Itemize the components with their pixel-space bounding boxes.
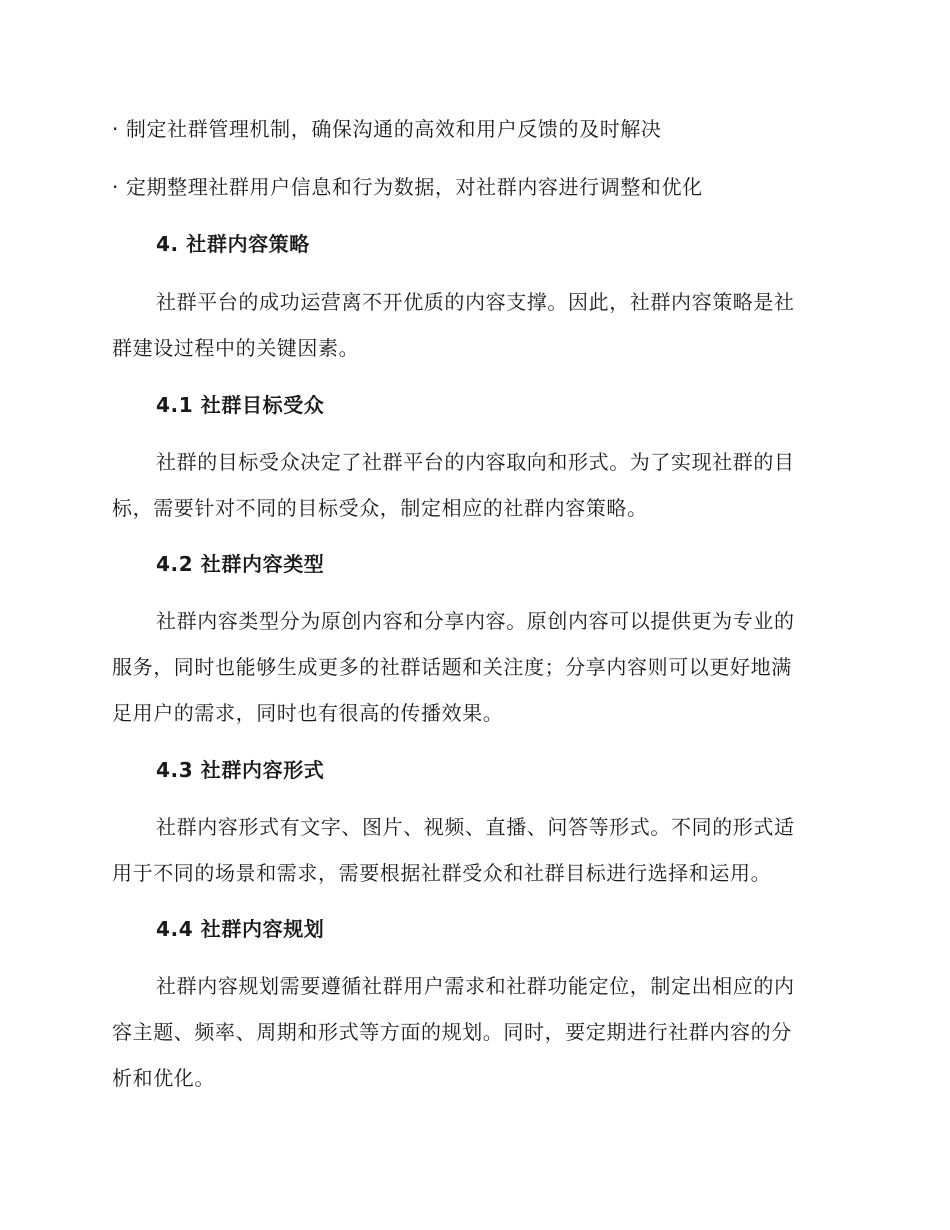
paragraph-line: 社群内容类型分为原创内容和分享内容。原创内容可以提供更为专业的: [156, 609, 795, 633]
paragraph-line: 用于不同的场景和需求，需要根据社群受众和社群目标进行选择和运用。: [112, 861, 772, 885]
paragraph-line: 群建设过程中的关键因素。: [112, 336, 360, 360]
paragraph-line: 社群内容形式有文字、图片、视频、直播、问答等形式。不同的形式适: [156, 815, 795, 839]
paragraph-line: 社群内容规划需要遵循社群用户需求和社群功能定位，制定出相应的内: [156, 974, 795, 998]
section-heading: 4.2 社群内容类型: [156, 552, 325, 576]
paragraph-line: 容主题、频率、周期和形式等方面的规划。同时，要定期进行社群内容的分: [112, 1020, 792, 1044]
paragraph-line: 社群的目标受众决定了社群平台的内容取向和形式。为了实现社群的目: [156, 450, 795, 474]
section-heading: 4. 社群内容策略: [156, 232, 310, 256]
paragraph-line: 析和优化。: [112, 1066, 215, 1090]
paragraph-line: 标，需要针对不同的目标受众，制定相应的社群内容策略。: [112, 496, 648, 520]
paragraph-line: 足用户的需求，同时也有很高的传播效果。: [112, 701, 504, 725]
section-heading: 4.1 社群目标受众: [156, 393, 325, 417]
section-heading: 4.3 社群内容形式: [156, 758, 325, 782]
bullet-item: · 制定社群管理机制，确保沟通的高效和用户反馈的及时解决: [112, 117, 662, 141]
section-heading: 4.4 社群内容规划: [156, 917, 325, 941]
paragraph-line: 服务，同时也能够生成更多的社群话题和关注度；分享内容则可以更好地满: [112, 655, 792, 679]
bullet-item: · 定期整理社群用户信息和行为数据，对社群内容进行调整和优化: [112, 175, 703, 199]
paragraph-line: 社群平台的成功运营离不开优质的内容支撑。因此，社群内容策略是社: [156, 290, 795, 314]
